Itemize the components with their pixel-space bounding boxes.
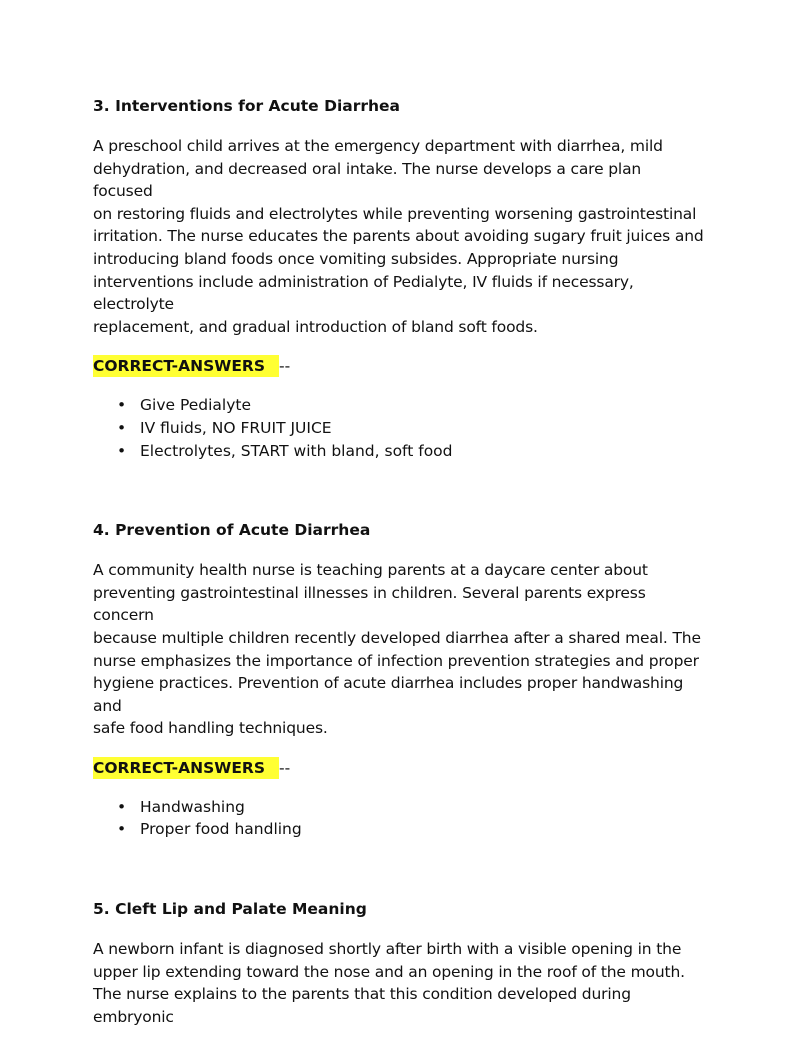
paragraph-line: on restoring fluids and electrolytes while preventing worsening gastrointestinal: [93, 204, 697, 223]
bullet-icon: •: [117, 797, 127, 816]
section-paragraph: [93, 938, 705, 1028]
paragraph-line: preventing gastrointestinal illnesses in children. Several parents express concern: [93, 583, 646, 625]
section-paragraph: [93, 135, 705, 338]
paragraph-line: A preschool child arrives at the emergency department with diarrhea, mild: [93, 137, 663, 155]
paragraph-line: nurse emphasizes the importance of infection prevention strategies and proper: [93, 651, 699, 670]
bullet-icon: •: [117, 396, 127, 415]
paragraph-line: A newborn infant is diagnosed shortly after birth with a visible opening in the: [93, 940, 682, 959]
section-heading: 5. Cleft Lip and Palate Meaning: [93, 900, 367, 919]
section-heading: 4. Prevention of Acute Diarrhea: [93, 521, 371, 540]
paragraph-line: replacement, and gradual introduction of bland soft foods.: [93, 317, 538, 336]
paragraph-line: because multiple children recently developed diarrhea after a shared meal. The: [93, 628, 701, 647]
section-5: [93, 899, 705, 1028]
document-page: [93, 96, 705, 1046]
paragraph-line: A community health nurse is teaching parents at a daycare center about: [93, 561, 648, 580]
list-item: [93, 440, 705, 463]
bullet-icon: •: [117, 820, 127, 839]
section-paragraph: [93, 559, 705, 740]
answer-list: [93, 394, 705, 462]
section-heading: 3. Interventions for Acute Diarrhea: [93, 97, 401, 115]
bullet-icon: •: [117, 418, 127, 437]
section-3: [93, 96, 705, 462]
list-item: [93, 796, 705, 819]
correct-answers-line: [93, 758, 705, 778]
paragraph-line: irritation. The nurse educates the parents about avoiding sugary fruit juices and: [93, 227, 704, 246]
section-4: [93, 520, 705, 841]
bullet-icon: •: [117, 441, 127, 460]
correct-answers-dash: --: [279, 758, 291, 777]
list-item-text: Electrolytes, START with bland, soft food: [140, 441, 453, 460]
paragraph-line: dehydration, and decreased oral intake. The nurse develops a care plan focused: [93, 159, 642, 201]
correct-answers-label: CORRECT-ANSWERS: [93, 355, 279, 377]
correct-answers-label: CORRECT-ANSWERS: [93, 757, 279, 779]
list-item-text: Handwashing: [140, 797, 245, 816]
list-item: [93, 818, 705, 841]
paragraph-line: introducing bland foods once vomiting subsides. Appropriate nursing: [93, 249, 619, 268]
paragraph-line: hygiene practices. Prevention of acute diarrhea includes proper handwashing and: [93, 674, 684, 715]
correct-answers-dash: --: [279, 357, 291, 376]
list-item: [93, 394, 705, 417]
correct-answers-line: [93, 356, 705, 376]
list-item-text: Give Pedialyte: [140, 396, 252, 415]
answer-list: [93, 796, 705, 841]
list-item: [93, 417, 705, 440]
list-item-text: Proper food handling: [140, 820, 302, 839]
paragraph-line: upper lip extending toward the nose and an opening in the roof of the mouth.: [93, 962, 685, 981]
paragraph-line: The nurse explains to the parents that this condition developed during embryonic: [93, 985, 631, 1026]
list-item-text: IV fluids, NO FRUIT JUICE: [140, 418, 332, 437]
paragraph-line: safe food handling techniques.: [93, 719, 328, 738]
paragraph-line: interventions include administration of Pedialyte, IV fluids if necessary, electrolyte: [93, 272, 634, 314]
